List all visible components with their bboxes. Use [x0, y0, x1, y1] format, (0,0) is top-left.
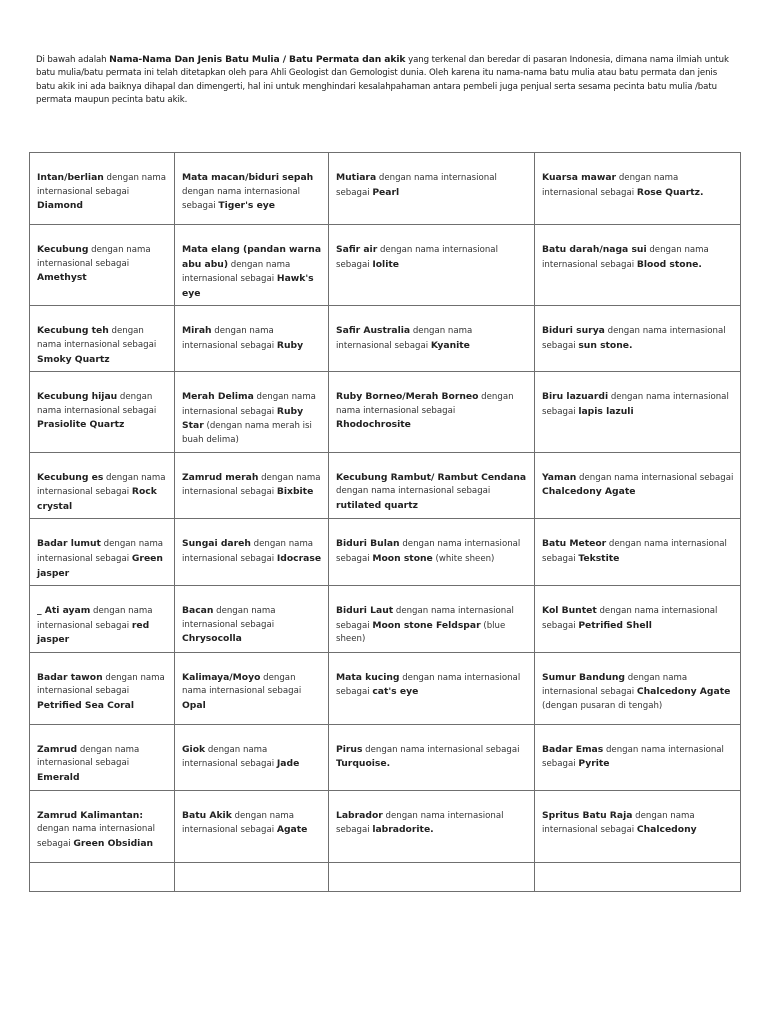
gemstone-table-body — [30, 153, 741, 892]
gem-cell — [175, 452, 329, 519]
gem-local-name: Merah Delima — [182, 391, 254, 403]
gem-international-name: lapis lazuli — [578, 405, 634, 417]
gem-international-name: Moon stone — [372, 552, 433, 564]
gem-local-name: Safir air — [336, 244, 378, 255]
gem-local-name: Zamrud merah — [182, 471, 259, 483]
gem-international-name: Jade — [276, 758, 300, 770]
gem-international-name: Rock crystal — [37, 486, 157, 512]
gem-international-name: Smoky Quartz — [37, 353, 110, 365]
gem-international-name: Petrified Sea Coral — [37, 700, 135, 712]
gem-description: dengan nama internasional sebagai — [542, 173, 679, 198]
gem-international-name: Rose Quartz. — [636, 186, 704, 198]
gem-international-name: labradorite. — [372, 824, 434, 836]
gem-cell — [30, 225, 175, 306]
gem-local-name: Kuarsa mawar — [542, 172, 617, 183]
gem-cell — [535, 652, 741, 724]
gem-local-name: Kecubung — [37, 244, 89, 255]
gem-cell — [329, 372, 535, 452]
gem-description: dengan nama internasional sebagai — [182, 810, 294, 836]
gem-cell — [175, 586, 329, 653]
gem-international-name: Ruby Star — [182, 405, 304, 432]
gem-local-name: Zamrud Kalimantan: — [37, 809, 144, 821]
gem-international-name: Idocrase — [276, 552, 322, 564]
gem-local-name: Kol Buntet — [542, 605, 597, 617]
gem-description: dengan nama internasional sebagai — [542, 245, 709, 270]
gem-international-name: Chalcedony — [636, 824, 697, 836]
gem-description: dengan nama internasional sebagai — [37, 245, 151, 269]
gem-description: dengan nama internasional sebagai — [182, 606, 276, 630]
gem-description: dengan nama internasional sebagai — [542, 539, 727, 564]
gem-international-name: Diamond — [37, 200, 83, 212]
gem-cell — [30, 862, 175, 891]
gem-international-name: Bixbite — [276, 486, 314, 498]
gem-cell — [535, 586, 741, 653]
gem-cell — [329, 652, 535, 724]
gem-international-name: Turquoise. — [336, 758, 391, 770]
intro-bold-sep: / — [279, 54, 290, 65]
gem-note: (dengan nama merah isi buah delima) — [182, 421, 312, 445]
gem-description: dengan nama internasional sebagai — [542, 326, 726, 351]
gem-international-name: rutilated quartz — [336, 499, 418, 511]
table-row — [30, 724, 741, 790]
gem-description: dengan nama internasional sebagai — [182, 392, 316, 417]
gem-description: dengan nama internasional sebagai — [37, 744, 140, 769]
gem-international-name: sun stone. — [578, 339, 633, 351]
gem-cell — [175, 652, 329, 724]
gem-local-name: Mutiara — [336, 172, 377, 183]
gem-description: dengan nama internasional sebagai — [182, 744, 277, 770]
table-row — [30, 452, 741, 519]
intro-text-lead: Di bawah adalah — [36, 55, 110, 65]
gem-description: dengan nama internasional sebagai — [336, 326, 473, 351]
gem-local-name: Sungai dareh — [182, 538, 251, 550]
gem-international-name: Blood stone. — [636, 258, 702, 270]
gem-description: dengan nama internasional sebagai — [336, 539, 521, 564]
gem-cell — [30, 372, 175, 452]
gem-cell — [30, 790, 175, 862]
gem-cell — [175, 862, 329, 891]
gem-cell — [175, 225, 329, 306]
gem-local-name: Mata kucing — [336, 671, 400, 683]
gem-cell — [329, 225, 535, 306]
gem-international-name: Kyanite — [430, 339, 470, 351]
intro-bold-akik: dan akik — [362, 54, 406, 65]
gem-cell — [175, 153, 329, 225]
table-row — [30, 586, 741, 653]
gem-local-name: Sumur Bandung — [542, 671, 625, 683]
gem-cell — [329, 790, 535, 862]
gem-cell — [30, 306, 175, 372]
gem-description: dengan nama internasional sebagai — [542, 744, 724, 770]
gem-cell — [30, 153, 175, 225]
gem-local-name: Badar tawon — [37, 671, 103, 683]
gem-local-name: Intan/berlian — [37, 172, 104, 183]
gem-cell — [329, 452, 535, 519]
gem-description: dengan nama internasional sebagai — [542, 672, 688, 698]
table-row — [30, 652, 741, 724]
gem-local-name: Pirus — [336, 743, 363, 755]
gem-local-name: Biru lazuardi — [542, 391, 609, 403]
gem-local-name: Zamrud — [37, 743, 78, 755]
gem-local-name: _ Ati ayam — [37, 605, 91, 617]
gem-international-name: Iolite — [372, 258, 399, 270]
gem-cell — [329, 862, 535, 891]
gem-description: dengan nama internasional sebagai — [542, 606, 718, 631]
gem-cell — [535, 519, 741, 586]
gem-description: dengan nama internasional sebagai — [182, 672, 302, 697]
gem-cell — [535, 153, 741, 225]
gem-cell — [329, 519, 535, 586]
gem-description: dengan nama internasional sebagai — [336, 810, 504, 836]
gem-international-name: Emerald — [37, 772, 80, 784]
gem-description: dengan nama internasional sebagai — [542, 392, 729, 417]
gem-description: dengan nama internasional sebagai — [37, 824, 155, 849]
gem-description: dengan nama internasional sebagai — [182, 472, 321, 498]
gem-local-name: Mata elang (pandan warna abu abu) — [182, 244, 322, 270]
gem-note: (white sheen) — [432, 553, 495, 564]
gem-international-name: Opal — [182, 700, 206, 712]
gem-international-name: Tiger's eye — [218, 200, 276, 212]
gem-local-name: Kecubung Rambut/ Rambut Cendana — [336, 471, 527, 483]
gem-local-name: Kecubung teh — [37, 325, 109, 337]
gem-note: (dengan pusaran di tengah) — [542, 701, 663, 712]
gem-international-name: Chalcedony Agate — [636, 686, 731, 698]
gem-international-name: Amethyst — [37, 272, 87, 284]
gemstone-table — [29, 152, 741, 892]
intro-text-body: yang terkenal dan beredar di pasaran Indonesia, dimana nama ilmiah untuk batu mulia/batu permata ini telah ditetapkan oleh para Ahli Geologist dan Gemologist dunia. Oleh karena itu nama-nama batu mulia atau batu permata dan jenis batu akik ini ada baiknya dihapal dan dimengerti, hal ini untuk menghindari kesalahpahaman antara pembeli juga penjual serta sesama pecinta batu mulia /batu permata maupun pecinta batu akik. — [36, 55, 729, 106]
gem-description: dengan nama internasional sebagai — [37, 606, 153, 631]
gem-cell — [329, 724, 535, 790]
gem-local-name: Safir Australia — [336, 325, 411, 337]
gem-description: dengan nama internasional sebagai — [37, 472, 166, 498]
gem-local-name: Labrador — [336, 809, 383, 821]
table-row — [30, 790, 741, 862]
gem-description: dengan nama internasional sebagai — [182, 539, 314, 564]
gem-international-name: Green jasper — [37, 552, 163, 579]
gem-description: dengan nama internasional sebagai — [576, 472, 734, 483]
gem-description: dengan nama internasional sebagai — [182, 186, 300, 212]
gem-local-name: Bacan — [182, 605, 214, 617]
gem-cell — [535, 862, 741, 891]
intro-bold-permata: Batu Permata — [289, 54, 360, 65]
gem-international-name: red jasper — [37, 619, 150, 646]
gem-cell — [175, 306, 329, 372]
gem-cell — [535, 306, 741, 372]
gem-cell — [30, 586, 175, 653]
gem-local-name: Batu Meteor — [542, 538, 607, 550]
intro-bold-title: Nama-Nama Dan Jenis Batu Mulia — [109, 54, 280, 65]
gem-local-name: Biduri Laut — [336, 605, 394, 617]
gem-international-name: cat's eye — [372, 686, 419, 698]
gem-local-name: Kalimaya/Moyo — [182, 671, 261, 683]
gem-international-name: Pyrite — [578, 758, 610, 770]
gem-cell — [30, 452, 175, 519]
gem-cell — [535, 372, 741, 452]
gem-local-name: Mirah — [182, 325, 212, 337]
gem-international-name: Green Obsidian — [73, 837, 154, 849]
gem-cell — [329, 153, 535, 225]
gem-description: dengan nama internasional sebagai — [182, 259, 291, 285]
gem-international-name: Ruby — [276, 339, 304, 351]
gem-cell — [535, 225, 741, 306]
table-row — [30, 372, 741, 452]
table-row — [30, 862, 741, 891]
gem-international-name: Pearl — [372, 186, 400, 198]
gem-note: (blue sheen) — [336, 620, 506, 645]
gem-local-name: Biduri surya — [542, 325, 605, 337]
gem-description: dengan nama internasional sebagai — [336, 173, 497, 198]
gem-local-name: Spritus Batu Raja — [542, 809, 633, 821]
gem-description: dengan nama internasional sebagai — [336, 672, 521, 698]
gem-international-name: Agate — [276, 824, 308, 836]
gem-cell — [175, 790, 329, 862]
gem-description: dengan nama internasional sebagai — [336, 606, 514, 631]
gem-international-name: Moon stone Feldspar — [372, 619, 481, 631]
table-row — [30, 306, 741, 372]
gem-local-name: Mata macan/biduri sepah — [182, 172, 314, 183]
gem-local-name: Biduri Bulan — [336, 538, 400, 550]
gem-description: dengan nama internasional sebagai — [37, 173, 166, 197]
gem-local-name: Badar lumut — [37, 538, 101, 550]
gem-description: dengan nama internasional sebagai — [37, 326, 157, 350]
gem-international-name: Chalcedony Agate — [542, 486, 636, 498]
gem-international-name: Prasiolite Quartz — [37, 419, 125, 431]
gem-description: dengan nama internasional sebagai — [542, 810, 695, 836]
gem-cell — [329, 306, 535, 372]
gem-description: dengan nama internasional sebagai — [336, 486, 491, 497]
gem-description: dengan nama internasional sebagai — [37, 392, 157, 416]
gem-description: dengan nama internasional sebagai — [182, 326, 277, 351]
gem-description: dengan nama internasional sebagai — [362, 744, 520, 755]
gem-cell — [329, 586, 535, 653]
gem-local-name: Giok — [182, 743, 206, 755]
gem-international-name: Chrysocolla — [182, 633, 242, 645]
gem-cell — [30, 724, 175, 790]
gem-cell — [535, 790, 741, 862]
gem-cell — [175, 519, 329, 586]
gem-description: dengan nama internasional sebagai — [37, 672, 165, 697]
gem-international-name: Petrified Shell — [578, 619, 652, 631]
gem-international-name: Tekstite — [578, 552, 620, 564]
gem-cell — [175, 372, 329, 452]
gem-local-name: Kecubung es — [37, 471, 104, 483]
gem-cell — [30, 519, 175, 586]
gem-local-name: Batu darah/naga sui — [542, 244, 647, 255]
table-row — [30, 153, 741, 225]
gem-local-name: Kecubung hijau — [37, 391, 118, 403]
gem-description: dengan nama internasional sebagai — [336, 245, 498, 270]
gem-description: dengan nama internasional sebagai — [37, 539, 164, 564]
gem-local-name: Badar Emas — [542, 743, 604, 755]
gem-cell — [175, 724, 329, 790]
gem-local-name: Ruby Borneo/Merah Borneo — [336, 391, 479, 403]
gem-description: dengan nama internasional sebagai — [336, 392, 514, 416]
table-row — [30, 519, 741, 586]
gem-international-name: Rhodochrosite — [336, 419, 411, 431]
table-row — [30, 225, 741, 306]
gem-local-name: Batu Akik — [182, 809, 232, 821]
gem-cell — [535, 452, 741, 519]
gem-cell — [535, 724, 741, 790]
intro-paragraph — [36, 53, 736, 108]
gem-local-name: Yaman — [542, 471, 577, 483]
gem-cell — [30, 652, 175, 724]
gem-international-name: Hawk's eye — [182, 273, 314, 299]
